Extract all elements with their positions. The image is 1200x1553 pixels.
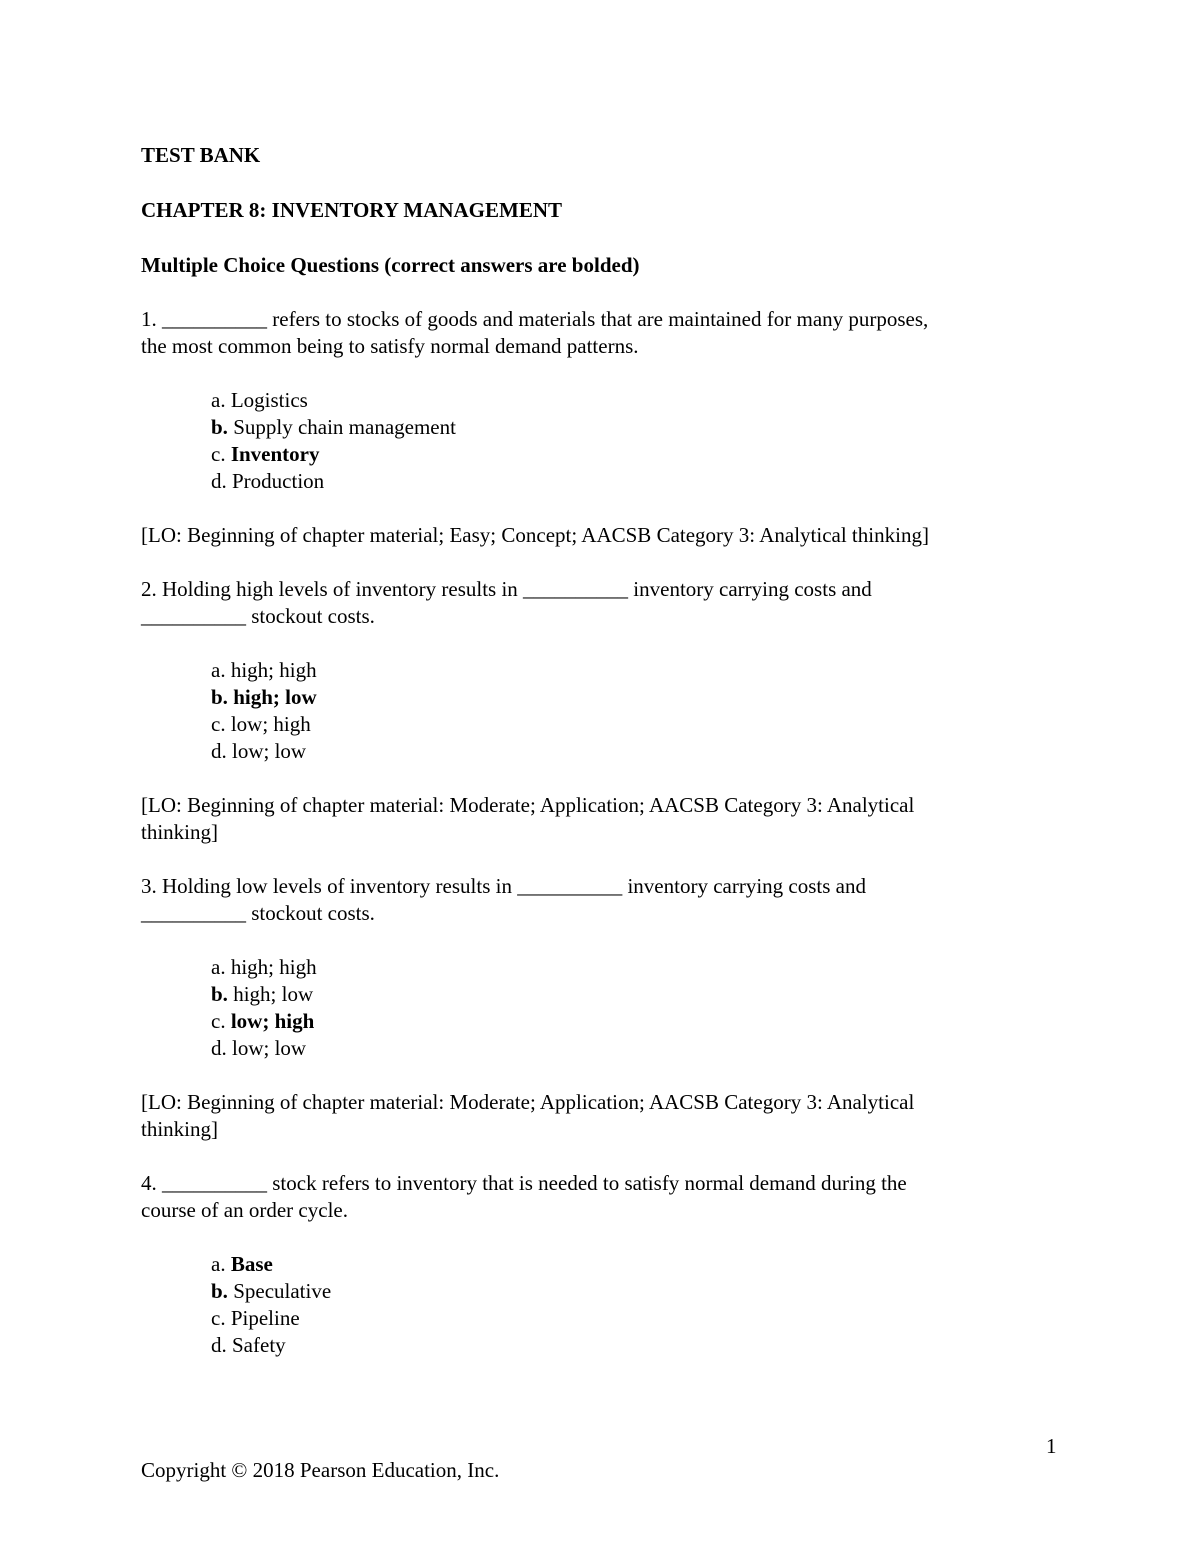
question-2-line-1: 2. Holding high levels of inventory results in __________ inventory carrying costs and [141,577,872,601]
question-3-line-2: __________ stockout costs. [141,901,375,925]
q3-learning-objective-line-2: thinking] [141,1117,218,1141]
q1-option-c-correct: c. Inventory [211,442,320,466]
q1-learning-objective: [LO: Beginning of chapter material; Easy; Concept; AACSB Category 3: Analytical thinking] [141,523,929,547]
q1-option-b: b. Supply chain management [211,415,456,439]
q2-option-a: a. high; high [211,658,317,682]
q4-option-b: b. Speculative [211,1279,332,1303]
q3-option-b: b. high; low [211,982,314,1006]
q3-option-a: a. high; high [211,955,317,979]
q2-learning-objective-line-1: [LO: Beginning of chapter material: Moderate; Application; AACSB Category 3: Analytical [141,793,915,817]
q2-option-b-correct: b. high; low [211,685,317,709]
question-4-line-1: 4. __________ stock refers to inventory that is needed to satisfy normal demand during the [141,1171,907,1195]
question-1-line-2: the most common being to satisfy normal demand patterns. [141,334,639,358]
copyright-notice: Copyright © 2018 Pearson Education, Inc. [141,1458,500,1482]
question-1-line-1: 1. __________ refers to stocks of goods and materials that are maintained for many purposes, [141,307,929,331]
q3-learning-objective-line-1: [LO: Beginning of chapter material: Moderate; Application; AACSB Category 3: Analytical [141,1090,915,1114]
q2-option-c: c. low; high [211,712,311,736]
q4-option-d: d. Safety [211,1333,286,1357]
question-2-line-2: __________ stockout costs. [141,604,375,628]
q2-option-d: d. low; low [211,739,307,763]
chapter-heading: CHAPTER 8: INVENTORY MANAGEMENT [141,198,563,222]
question-4-line-2: course of an order cycle. [141,1198,348,1222]
q4-option-a-correct: a. Base [211,1252,273,1276]
q2-learning-objective-line-2: thinking] [141,820,218,844]
q3-option-d: d. low; low [211,1036,307,1060]
q3-option-c-correct: c. low; high [211,1009,315,1033]
q4-option-c: c. Pipeline [211,1306,300,1330]
section-heading: Multiple Choice Questions (correct answers are bolded) [141,253,640,277]
page-number: 1 [1046,1434,1057,1458]
q1-option-d: d. Production [211,469,325,493]
q1-option-a: a. Logistics [211,388,308,412]
document-title: TEST BANK [141,143,261,167]
question-3-line-1: 3. Holding low levels of inventory results in __________ inventory carrying costs and [141,874,866,898]
